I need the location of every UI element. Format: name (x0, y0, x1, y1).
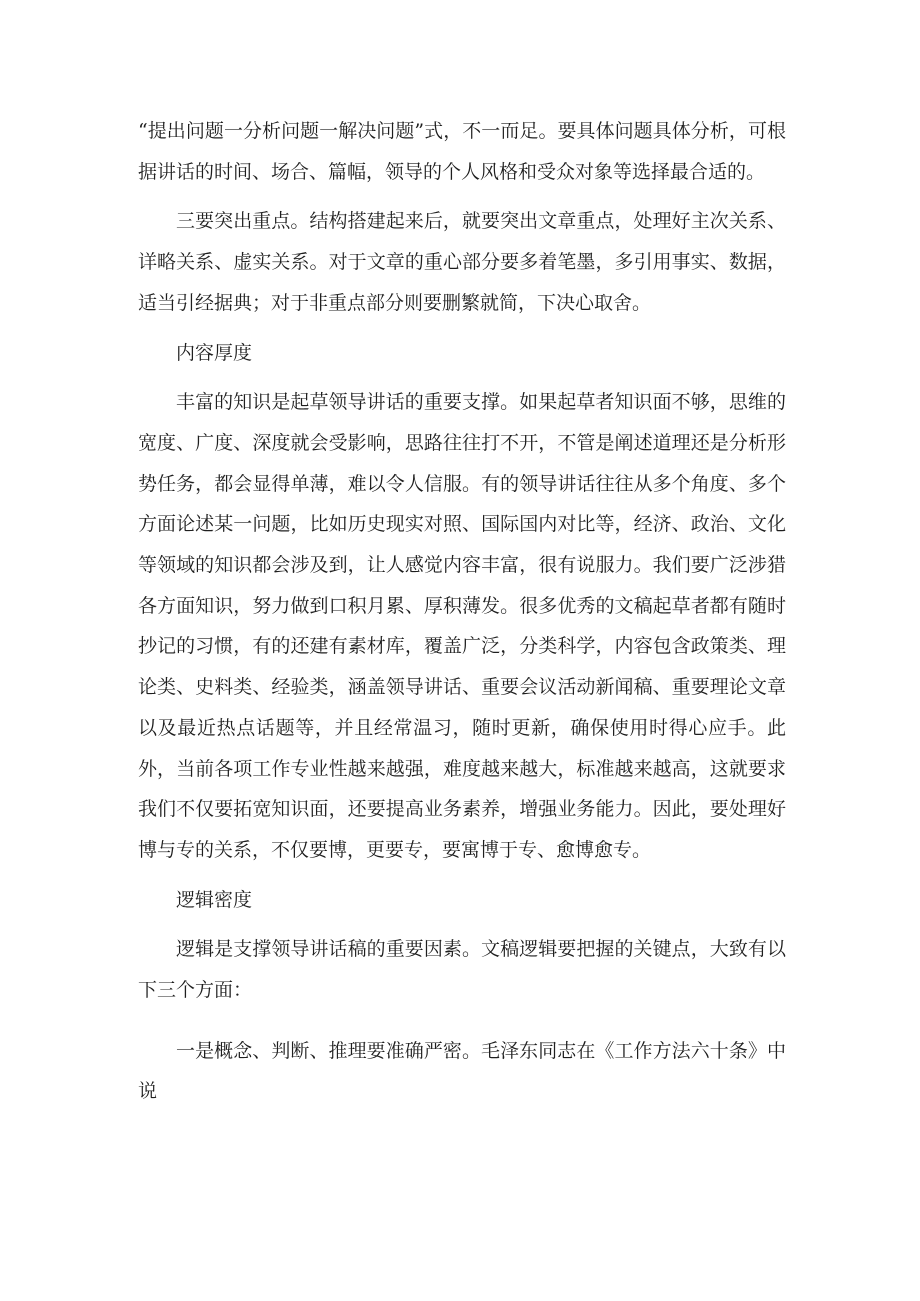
paragraph-knowledge-support: 丰富的知识是起草领导讲话的重要支撑。如果起草者知识面不够，思维的宽度、广度、深度就会受影响，思路往往打不开，不管是阐述道理还是分析形势任务，都会显得单薄，难以令人信服。有的领导讲话往往从多个角度、多个方面论述某一问题，比如历史现实对照、国际国内对比等，经济、政治、文化等领域的知识都会涉及到，让人感觉内容丰富，很有说服力。我们要广泛涉猎各方面知识，努力做到口积月累、厚积薄发。很多优秀的文稿起草者都有随时抄记的习惯，有的还建有素材库，覆盖广泛，分类科学，内容包含政策类、理论类、史料类、经验类，涵盖领导讲话、重要会议活动新闻稿、重要理论文章以及最近热点话题等，并且经常温习，随时更新，确保使用时得心应手。此外，当前各项工作专业性越来越强，难度越来越大，标准越来越高，这就要求我们不仅要拓宽知识面，还要提高业务素养，增强业务能力。因此，要处理好博与专的关系，不仅要博，更要专，要寓博于专、愈博愈专。 (138, 391, 786, 861)
paragraph-logic-intro: 逻辑是支撑领导讲话稿的重要因素。文稿逻辑要把握的关键点，大致有以下三个方面： (138, 938, 786, 1002)
section-heading-logic-density: 逻辑密度 (176, 888, 253, 911)
document-page (138, 111, 786, 1121)
paragraph-concept-judgment-reasoning: 一是概念、判断、推理要准确严密。毛泽东同志在《工作方法六十条》中说 (138, 1039, 786, 1103)
paragraph-problem-solving-format: “提出问题一分析问题一解决问题”式，不一而足。要具体问题具体分析，可根据讲话的时间、场合、篇幅，领导的个人风格和受众对象等选择最合适的。 (138, 120, 786, 183)
paragraph-highlight-key-points: 三要突出重点。结构搭建起来后，就要突出文章重点，处理好主次关系、详略关系、虚实关系。对于文章的重心部分要多着笔墨，多引用事实、数据，适当引经据典；对于非重点部分则要删繁就简，下决心取舍。 (138, 210, 786, 314)
section-heading-content-depth: 内容厚度 (176, 341, 253, 364)
